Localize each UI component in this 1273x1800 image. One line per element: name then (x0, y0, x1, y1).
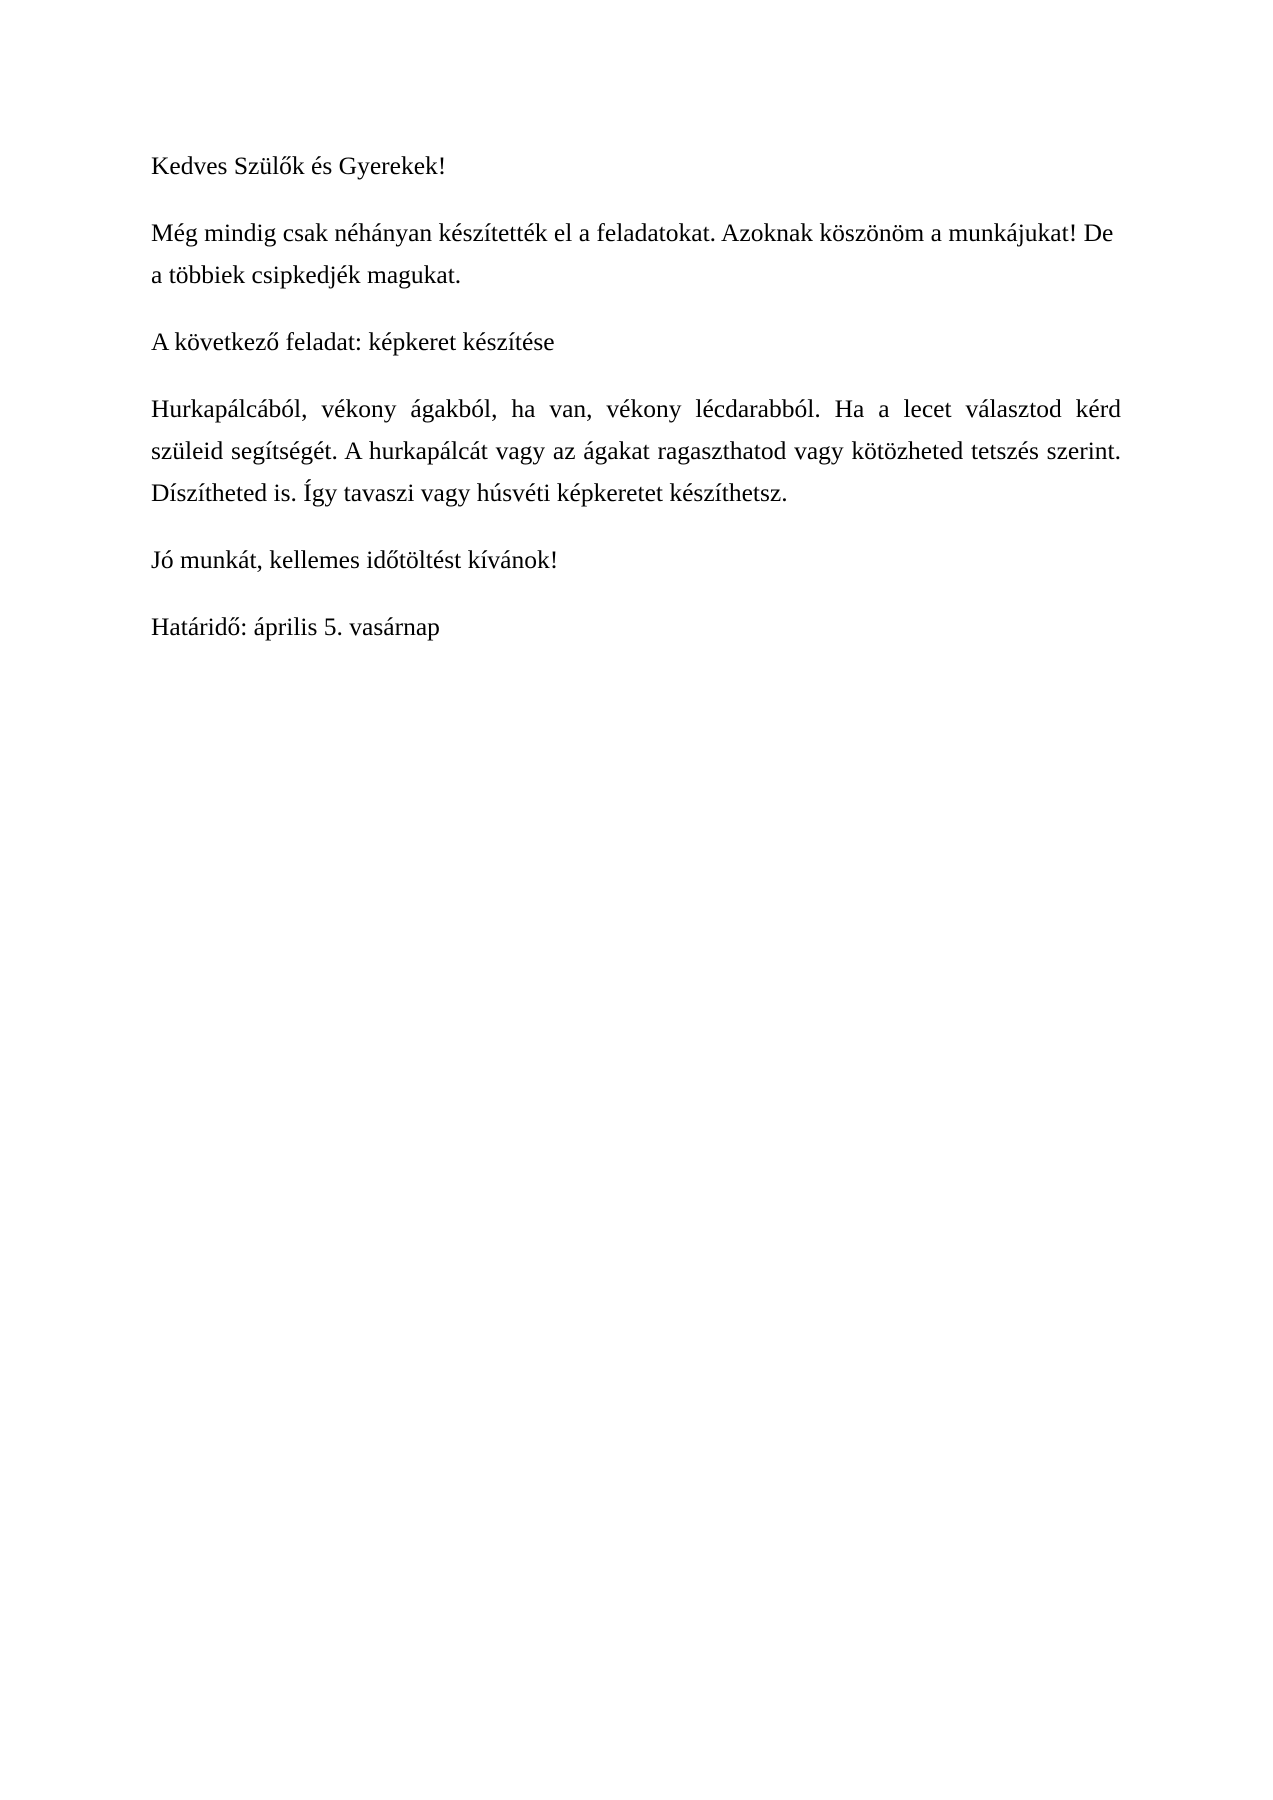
text-line: szüleid segítségét. A hurkapálcát vagy az ágakat ragaszthatod vagy kötözheted tetszés szerint. (151, 436, 1121, 465)
paragraph (151, 606, 1121, 648)
paragraph (151, 539, 1121, 581)
text-line: Határidő: április 5. vasárnap (151, 612, 440, 641)
text-line: Hurkapálcából, vékony ágakból, ha van, vékony lécdarabból. Ha a lecet választod kérd (151, 394, 1121, 423)
paragraph (151, 388, 1121, 514)
text-line: Kedves Szülők és Gyerekek! (151, 151, 447, 180)
paragraph (151, 321, 1121, 363)
document-page (151, 145, 1121, 673)
paragraph (151, 212, 1121, 296)
paragraph (151, 145, 1121, 187)
text-line: a többiek csipkedjék magukat. (151, 260, 462, 289)
text-line: A következő feladat: képkeret készítése (151, 327, 555, 356)
text-line: Díszítheted is. Így tavaszi vagy húsvéti képkeretet készíthetsz. (151, 478, 788, 507)
text-line: Jó munkát, kellemes időtöltést kívánok! (151, 545, 559, 574)
text-line: Még mindig csak néhányan készítették el a feladatokat. Azoknak köszönöm a munkájukat! De (151, 218, 1114, 247)
